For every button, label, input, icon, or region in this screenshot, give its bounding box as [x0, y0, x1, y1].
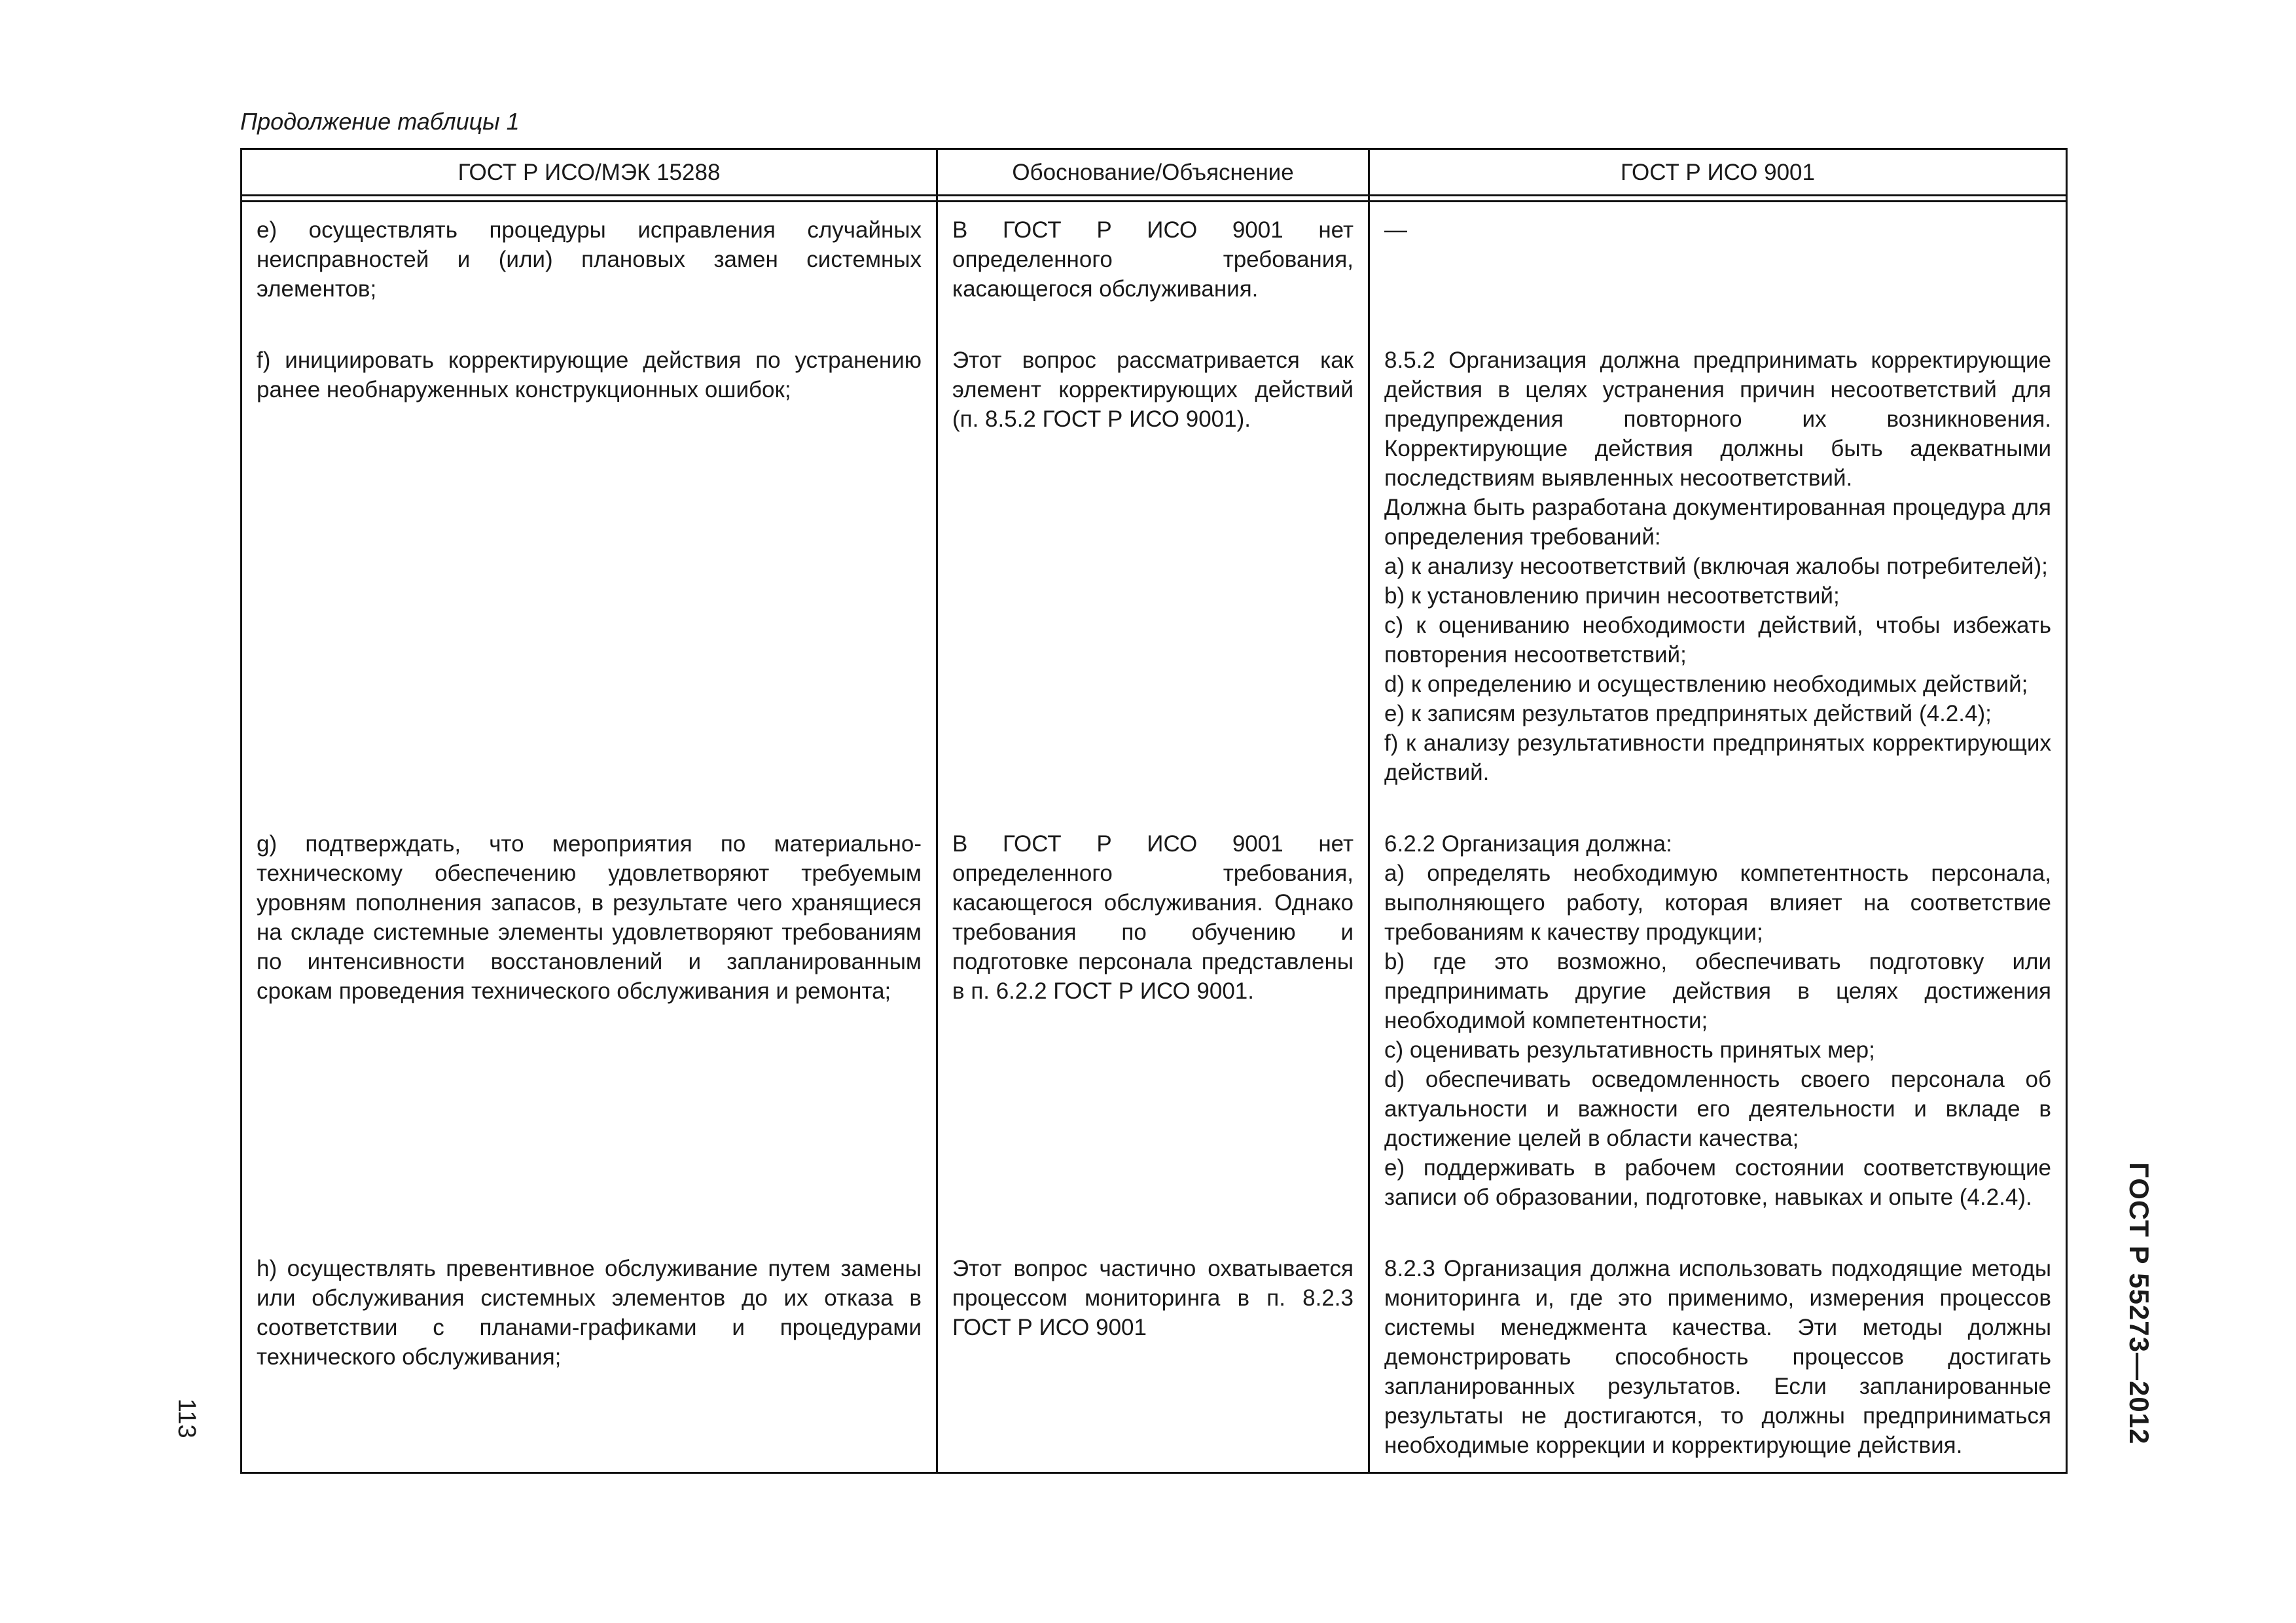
table-header-row [242, 149, 2067, 196]
header-justification: Обоснование/Объяснение [937, 149, 1369, 196]
table-row [242, 1241, 2067, 1473]
clause-paragraph: 8.2.3 Организация должна использовать подходящие методы мониторинга и, где это применимо, измерения процессов системы менеджмента качества. Эти методы должны демонстрировать способность процессов достигать запланированных результатов. Если запланированные результаты не достигаются, то должны предприниматься необходимые коррекции и корректирующие действия. [1384, 1256, 2051, 1458]
page-number: 113 [173, 1399, 200, 1438]
table-row [242, 202, 2067, 333]
requirement-cell: f) инициировать корректирующие действия по устранению ранее необнаруженных конструкционных ошибок; [242, 332, 937, 816]
comparison-table [240, 148, 2068, 1474]
clause-list-item: a) к анализу несоответствий (включая жалобы потребителей); [1384, 554, 2048, 579]
iso-9001-cell [1369, 1241, 2067, 1473]
clause-list-item: b) к установлению причин несоответствий; [1384, 583, 1840, 609]
clause-list-item: b) где это возможно, обеспечивать подготовку или предпринимать другие действия в целях достижения необходимой компетентности; [1384, 949, 2051, 1033]
clause-list-item: c) к оцениванию необходимости действий, чтобы избежать повторения несоответствий; [1384, 613, 2051, 668]
clause-list-item: e) поддерживать в рабочем состоянии соответствующие записи об образовании, подготовке, навыках и опыте (4.2.4). [1384, 1155, 2051, 1210]
document-code: ГОСТ Р 55273—2012 [2124, 1162, 2155, 1445]
clause-list-item: d) обеспечивать осведомленность своего персонала об актуальности и важности его деятельности и вкладе в достижение целей в области качества; [1384, 1067, 2051, 1151]
justification-cell: Этот вопрос рассматривается как элемент корректирующих действий (п. 8.5.2 ГОСТ Р ИСО 9001). [937, 332, 1369, 816]
header-gost-iso-9001: ГОСТ Р ИСО 9001 [1369, 149, 2067, 196]
clause-list-item: d) к определению и осуществлению необходимых действий; [1384, 671, 2028, 697]
clause-paragraph: Должна быть разработана документированная процедура для определения требований: [1384, 495, 2051, 550]
table-row [242, 332, 2067, 816]
header-double-rule [242, 196, 2067, 202]
clause-paragraph: 8.5.2 Организация должна предпринимать корректирующие действия в целях устранения причин несоответствий для предупреждения повторного их возникновения. Корректирующие действия должны быть адекватными последствиям выявленных несоответствий. [1384, 348, 2051, 491]
iso-9001-cell: — [1369, 202, 2067, 333]
table-row [242, 816, 2067, 1241]
clause-list-item: a) определять необходимую компетентность персонала, выполняющего работу, которая влияет на соответствие требованиям к качеству продукции; [1384, 861, 2051, 945]
justification-cell: В ГОСТ Р ИСО 9001 нет определенного требования, касающегося обслуживания. Однако требования по обучению и подготовке персонала представлены в п. 6.2.2 ГОСТ Р ИСО 9001. [937, 816, 1369, 1241]
clause-paragraph: 6.2.2 Организация должна: [1384, 831, 1672, 857]
justification-cell: В ГОСТ Р ИСО 9001 нет определенного требования, касающегося обслуживания. [937, 202, 1369, 333]
requirement-cell: h) осуществлять превентивное обслуживание путем замены или обслуживания системных элементов до их отказа в соответствии с планами-графиками и процедурами технического обслуживания; [242, 1241, 937, 1473]
iso-9001-cell [1369, 332, 2067, 816]
requirement-cell: g) подтверждать, что мероприятия по материально-техническому обеспечению удовлетворяют требуемым уровням пополнения запасов, в результате чего хранящиеся на складе системные элементы удовлетворяют требованиям по интенсивности восстановлений и запланированным срокам проведения технического обслуживания и ремонта; [242, 816, 937, 1241]
iso-9001-cell [1369, 816, 2067, 1241]
clause-list-item: c) оценивать результативность принятых мер; [1384, 1037, 1875, 1063]
header-gost-iso-iec-15288: ГОСТ Р ИСО/МЭК 15288 [242, 149, 937, 196]
clause-list-item: e) к записям результатов предпринятых действий (4.2.4); [1384, 701, 1992, 726]
requirement-cell: e) осуществлять процедуры исправления случайных неисправностей и (или) плановых замен системных элементов; [242, 202, 937, 333]
table-caption: Продолжение таблицы 1 [240, 108, 520, 135]
clause-list-item: f) к анализу результативности предпринятых корректирующих действий. [1384, 730, 2051, 785]
justification-cell: Этот вопрос частично охватывается процессом мониторинга в п. 8.2.3 ГОСТ Р ИСО 9001 [937, 1241, 1369, 1473]
